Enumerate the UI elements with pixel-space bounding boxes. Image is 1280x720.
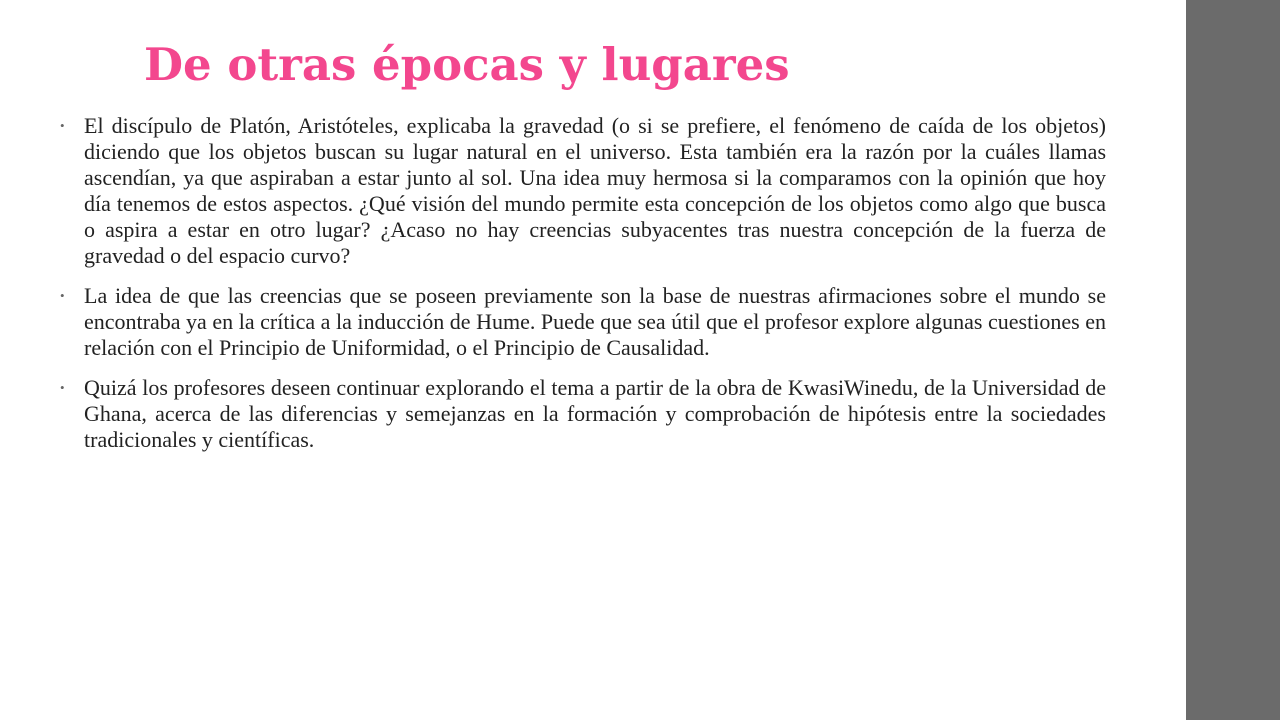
- slide-title: De otras épocas y lugares: [144, 38, 790, 91]
- side-decorative-band: [1186, 0, 1280, 720]
- bullet-text: La idea de que las creencias que se poseen previamente son la base de nuestras afirmaciones sobre el mundo se encontraba ya en la crítica a la inducción de Hume. Puede que sea útil que el profesor explore algunas cuestiones en relación con el Principio de Uniformidad, o el Principio de Causalidad.: [84, 283, 1106, 360]
- bullet-item: [60, 375, 1106, 453]
- bullet-list: [60, 113, 1106, 467]
- bullet-text: Quizá los profesores deseen continuar explorando el tema a partir de la obra de KwasiWinedu, de la Universidad de Ghana, acerca de las diferencias y semejanzas en la formación y comprobación de hipótesis entre la sociedades tradicionales y científicas.: [84, 375, 1106, 452]
- bullet-text: El discípulo de Platón, Aristóteles, explicaba la gravedad (o si se prefiere, el fenómeno de caída de los objetos) diciendo que los objetos buscan su lugar natural en el universo. Esta también era la razón por la cuáles llamas ascendían, ya que aspiraban a estar junto al sol. Una idea muy hermosa si la comparamos con la opinión que hoy día tenemos de estos aspectos. ¿Qué visión del mundo permite esta concepción de los objetos como algo que busca o aspira a estar en otro lugar? ¿Acaso no hay creencias subyacentes tras nuestra concepción de la fuerza de gravedad o del espacio curvo?: [84, 113, 1106, 268]
- bullet-item: [60, 113, 1106, 269]
- bullet-icon: •: [60, 288, 65, 303]
- bullet-icon: •: [60, 380, 65, 395]
- bullet-icon: •: [60, 118, 65, 133]
- bullet-item: [60, 283, 1106, 361]
